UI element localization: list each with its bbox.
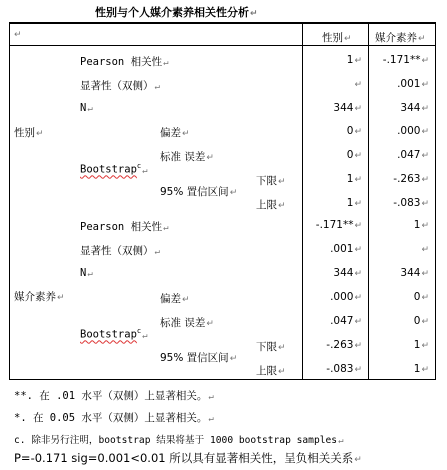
cell-value: ↵	[354, 80, 362, 90]
cell-value: -.263↵	[326, 339, 362, 351]
cell-value: 344↵	[333, 267, 362, 279]
row-label-bootstrap: Bootstrap$^c$↵	[80, 162, 148, 176]
cell-value: 0↵	[346, 149, 362, 161]
cell-value: 1↵	[413, 219, 429, 231]
cell-value: -.083↵	[393, 197, 429, 209]
table-top-rule	[9, 22, 435, 24]
cell-value: -.171**↵	[382, 54, 429, 66]
cell-value: -.263↵	[393, 173, 429, 185]
cell-value: .000↵	[330, 291, 362, 303]
cell-value: 1↵	[413, 363, 429, 375]
footnote-bootstrap: c. 除非另行注明，bootstrap 结果将基于 1000 bootstrap samples↵	[14, 435, 344, 446]
cell-value: 0↵	[413, 291, 429, 303]
row-label-pearson: Pearson 相关性↵	[80, 56, 169, 68]
footnote-significance-01: **. 在 .01 水平（双侧）上显著相关。↵	[14, 390, 214, 402]
row-label-bias: 偏差↵	[160, 293, 190, 305]
col-header-media-literacy: 媒介素养↵	[375, 32, 426, 44]
table-header-rule	[9, 45, 435, 46]
cell-value: .047↵	[330, 315, 362, 327]
cell-value: 0↵	[346, 125, 362, 137]
footnote-significance-05: *. 在 0.05 水平（双侧）上显著相关。↵	[14, 412, 214, 424]
row-label-n: N↵	[80, 267, 93, 279]
conclusion-text: P=-0.171 sig=0.001<0.01 所以具有显著相关性，呈负相关关系↵	[14, 451, 362, 465]
table-bottom-rule	[9, 379, 435, 380]
table-col-divider-2	[368, 22, 369, 380]
group-label-gender: 性别↵	[14, 127, 44, 139]
cell-value: 1↵	[346, 197, 362, 209]
table-col-divider-1	[302, 22, 303, 380]
cell-value: 1↵	[346, 54, 362, 66]
header-return-mark: ↵	[14, 30, 22, 40]
cell-value: .047↵	[397, 149, 429, 161]
group-label-media: 媒介素养↵	[14, 291, 65, 303]
table-right-border	[435, 22, 436, 380]
cell-value: .000↵	[397, 125, 429, 137]
col-header-gender: 性别↵	[322, 32, 352, 44]
row-label-upper: 上限↵	[256, 199, 286, 211]
row-label-sig: 显著性（双侧）↵	[80, 80, 160, 92]
row-label-lower: 下限↵	[256, 341, 286, 353]
row-label-std-err: 标准 误差↵	[160, 151, 214, 163]
row-label-ci: 95% 置信区间↵	[160, 352, 238, 364]
cell-value: ↵	[421, 245, 429, 255]
row-label-bootstrap: Bootstrap$^c$↵	[80, 327, 148, 341]
cell-value: .001↵	[330, 243, 362, 255]
cell-value: 344↵	[400, 102, 429, 114]
cell-value: 1↵	[346, 173, 362, 185]
row-label-bias: 偏差↵	[160, 127, 190, 139]
table-title: 性别与个人媒介素养相关性分析↵	[95, 6, 258, 19]
cell-value: 344↵	[333, 102, 362, 114]
cell-value: -.171**↵	[315, 219, 362, 231]
table-left-border	[9, 22, 10, 380]
row-label-std-err: 标准 误差↵	[160, 317, 214, 329]
row-label-sig: 显著性（双侧）↵	[80, 245, 160, 257]
cell-value: 344↵	[400, 267, 429, 279]
row-label-n: N↵	[80, 102, 93, 114]
row-label-pearson: Pearson 相关性↵	[80, 221, 169, 233]
row-label-ci: 95% 置信区间↵	[160, 186, 238, 198]
cell-value: 1↵	[413, 339, 429, 351]
cell-value: -.083↵	[326, 363, 362, 375]
cell-value: .001↵	[397, 78, 429, 90]
cell-value: 0↵	[413, 315, 429, 327]
row-label-upper: 上限↵	[256, 365, 286, 377]
row-label-lower: 下限↵	[256, 175, 286, 187]
